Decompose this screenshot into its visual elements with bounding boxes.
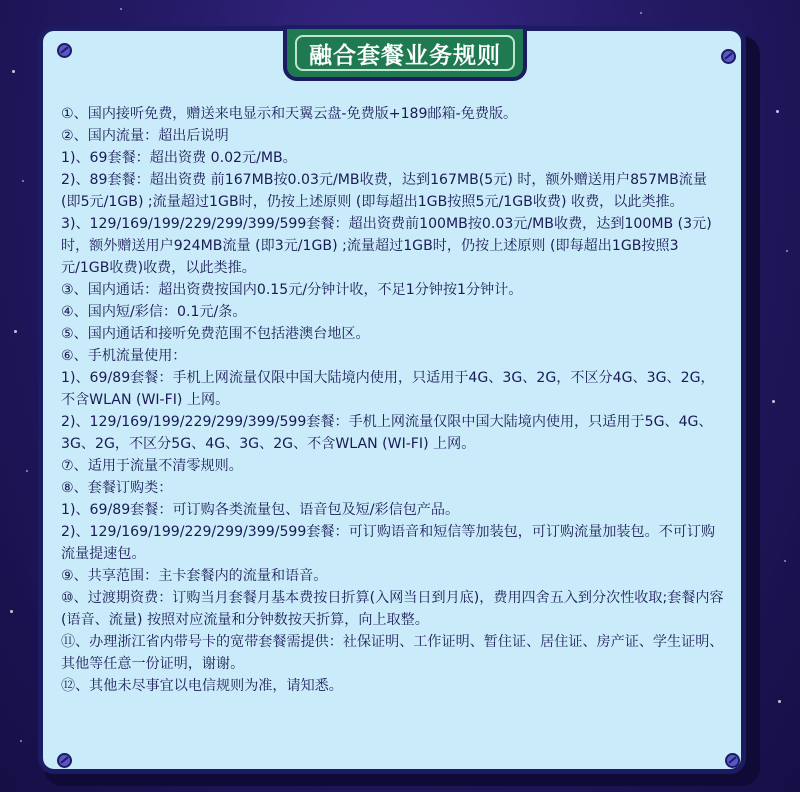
rule-item: 1)、69/89套餐：可订购各类流量包、语音包及短/彩信包产品。 xyxy=(61,502,460,518)
rule-item: 2)、89套餐：超出资费 前167MB按0.03元/MB收费，达到167MB(5元) 时，额外赠送用户857MB流量(即5元/1GB) ;流量超过1GB时，仍按上述原则 (即每超出1GB按照5元/1GB收费) 收费，以此类推。 xyxy=(61,172,707,210)
rule-item: 2)、129/169/199/229/299/399/599套餐：可订购语音和短信等加装包，可订购流量加装包。不可订购流量提速包。 xyxy=(61,524,716,562)
rule-item: ③、国内通话：超出资费按国内0.15元/分钟计收，不足1分钟按1分钟计。 xyxy=(61,282,523,298)
rules-list xyxy=(61,103,725,697)
star-decoration xyxy=(20,740,22,742)
rule-item: ①、国内接听免费，赠送来电显示和天翼云盘-免费版+189邮箱-免费版。 xyxy=(61,106,518,122)
rule-item: 3)、129/169/199/229/299/399/599套餐：超出资费前100MB按0.03元/MB收费，达到100MB (3元)时，额外赠送用户924MB流量 (即3元/1GB) ;流量超过1GB时，仍按上述原则 (即每超出1GB按照3元/1GB收费)收费，以此类推。 xyxy=(61,216,712,276)
rule-item: ②、国内流量：超出后说明 xyxy=(61,128,229,144)
screw-icon xyxy=(57,753,72,768)
star-decoration xyxy=(784,560,786,562)
title-banner xyxy=(283,25,527,81)
rule-item: ⑥、手机流量使用： xyxy=(61,348,187,364)
star-decoration xyxy=(10,610,13,613)
rule-item: ⑨、共享范围：主卡套餐内的流量和语音。 xyxy=(61,568,328,584)
star-decoration xyxy=(22,180,24,182)
rule-item: ⑧、套餐订购类： xyxy=(61,480,173,496)
star-decoration xyxy=(12,70,15,73)
rules-board xyxy=(38,26,746,774)
rule-item: ⑪、办理浙江省内带号卡的宽带套餐需提供：社保证明、工作证明、暂住证、居住证、房产证、学生证明、其他等任意一份证明，谢谢。 xyxy=(61,634,724,672)
rule-item: ⑫、其他未尽事宜以电信规则为准，请知悉。 xyxy=(61,678,343,694)
rule-item: ⑦、适用于流量不清零规则。 xyxy=(61,458,243,474)
rule-item: ⑩、过渡期资费：订购当月套餐月基本费按日折算(入网当日到月底)，费用四舍五入到分次性收取;套餐内容(语音、流量) 按照对应流量和分钟数按天折算，向上取整。 xyxy=(61,590,724,628)
rule-item: ⑤、国内通话和接听免费范围不包括港澳台地区。 xyxy=(61,326,370,342)
screw-icon xyxy=(725,753,740,768)
star-decoration xyxy=(640,12,642,14)
star-decoration xyxy=(786,250,788,252)
star-decoration xyxy=(14,330,17,333)
screw-icon xyxy=(721,49,736,64)
rule-item: 1)、69/89套餐：手机上网流量仅限中国大陆境内使用，只适用于4G、3G、2G，不区分4G、3G、2G，不含WLAN (WI-FI) 上网。 xyxy=(61,370,715,408)
page-title: 融合套餐业务规则 xyxy=(309,42,501,69)
star-decoration xyxy=(778,700,781,703)
star-decoration xyxy=(26,470,28,472)
star-decoration xyxy=(772,400,775,403)
screw-icon xyxy=(57,43,72,58)
star-decoration xyxy=(776,110,779,113)
star-decoration xyxy=(120,8,122,10)
rule-item: 2)、129/169/199/229/299/399/599套餐：手机上网流量仅限中国大陆境内使用，只适用于5G、4G、3G、2G，不区分5G、4G、3G、2G、不含WLAN (WI-FI) 上网。 xyxy=(61,414,713,452)
rule-item: ④、国内短/彩信：0.1元/条。 xyxy=(61,304,247,320)
rule-item: 1)、69套餐：超出资费 0.02元/MB。 xyxy=(61,150,297,166)
